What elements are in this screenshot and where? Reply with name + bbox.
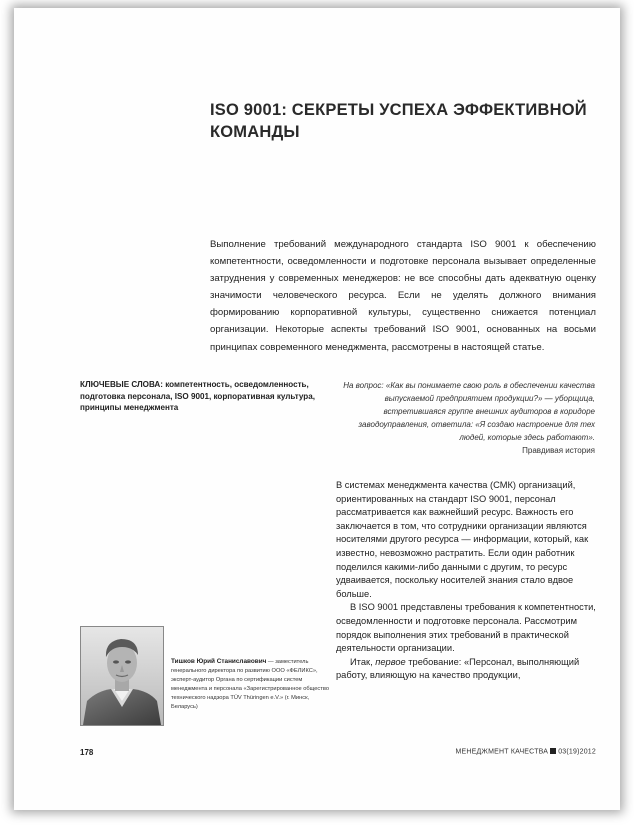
body-paragraph xyxy=(336,656,598,683)
author-info xyxy=(171,657,331,712)
body-text: требование: «Персонал, выполняющий работу, влияющую на качество продукции, xyxy=(336,656,580,681)
article-title: ISO 9001: СЕКРЕТЫ УСПЕХА ЭФФЕКТИВНОЙ КОМАНДЫ xyxy=(210,101,587,141)
journal-name: МЕНЕДЖМЕНТ КАЧЕСТВА xyxy=(455,748,549,756)
body-paragraph: В ISO 9001 представлены требования к компетентности, осведомленности и подготовке персонала. Рассмотрим порядок выполнения этих требований в практической деятельности организации. xyxy=(336,602,596,654)
journal-issue: 03(19)2012 xyxy=(558,748,596,756)
article-lead: Выполнение требований международного стандарта ISO 9001 к обеспечению компетентности, осведомленности и подготовке персонала вызывает определенные затруднения у современных менеджеров: не все способны дать адекватную оценку значимости человеческого ресурса. Если не уделять должного внимания формированию корпоративной культуры, существенно снижается потенциал организации. Некоторые аспекты требований ISO 9001, основанных на восьми принципах современного менеджмента, рассмотрены в настоящей статье. xyxy=(210,239,596,353)
epigraph xyxy=(340,379,595,458)
epigraph-source: Правдивая история xyxy=(522,446,595,456)
body-paragraph: В системах менеджмента качества (СМК) организаций, ориентированных на стандарт ISO 9001, персонал рассматривается как важнейший ресурс. Важность его заключается в том, что сотрудники организации являются носителями другого ресурса — информации, который, как известно, невозможно растратить. Если один работник поделился какими-либо данными с другим, то ресурс удваивается, поскольку носителей знания стало вдвое больше. xyxy=(336,480,589,599)
body-emphasis: первое xyxy=(375,656,406,667)
page-number: 178 xyxy=(80,748,94,757)
keywords: КЛЮЧЕВЫЕ СЛОВА: компетентность, осведомленность, подготовка персонала, ISO 9001, корпоративная культура, принципы менеджмента xyxy=(80,380,315,412)
journal-footer xyxy=(455,748,596,756)
square-bullet-icon xyxy=(550,748,556,754)
journal-page xyxy=(14,8,620,810)
article-body xyxy=(336,479,598,683)
author-photo xyxy=(80,626,164,726)
epigraph-text: На вопрос: «Как вы понимаете свою роль в обеспечении качества выпускаемой предприятием продукции?» — уборщица, встретившаяся группе внешних аудиторов в коридоре заводоуправления, ответила: «Я создаю настроение для тех людей, которые здесь работают». xyxy=(343,381,595,443)
body-text: Итак, xyxy=(350,656,376,667)
author-bio: — заместитель генерального директора по развитию ООО «ФЕЛИКС», эксперт-аудитор Органа по сертификации систем менеджмента и персонала «Зарегистрированное общество технического надзора TÜV Thüringen e.V.» (г. Минск, Беларусь) xyxy=(171,659,330,710)
author-photo-image xyxy=(81,627,163,725)
author-name: Тишков Юрий Станиславович xyxy=(171,658,267,665)
